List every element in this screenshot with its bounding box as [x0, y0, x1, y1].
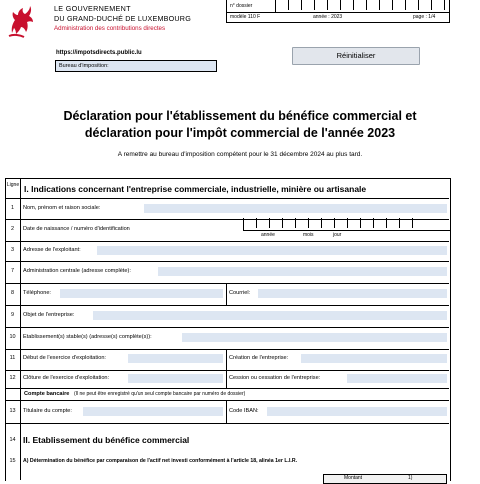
row-7: 7 Administration centrale (adresse complète): — [5, 261, 449, 284]
montant-header — [323, 474, 447, 484]
gov-line3: Administration des contributions directes — [54, 25, 166, 32]
row-8-label: Téléphone: — [23, 290, 51, 296]
mois-label: mois — [303, 232, 314, 238]
row-2-label: Date de naissance / numéro d'identification — [23, 226, 130, 232]
lion-emblem-icon — [6, 3, 36, 39]
establishments-input[interactable] — [182, 333, 447, 342]
section1-title: I. Indications concernant l'entreprise commerciale, industrielle, minière ou artisanale — [24, 184, 367, 194]
business-object-input[interactable] — [93, 311, 447, 320]
row-1: 1 Nom, prénom et raison sociale: — [5, 198, 449, 220]
row-8-label2: Courriel: — [229, 290, 251, 296]
reset-button[interactable]: Réinitialiser — [292, 47, 420, 65]
bank-caption-bold: Compte bancaire — [24, 391, 70, 397]
iban-input[interactable] — [267, 407, 447, 416]
creation-date-input[interactable] — [301, 354, 447, 363]
montant-label: Montant — [344, 475, 363, 481]
row-12: 12 Clôture de l'exercice d'exploitation: Cession ou cessation de l'entreprise: — [5, 370, 449, 389]
gov-line2: DU GRAND-DUCHÉ DE LUXEMBOURG — [54, 14, 191, 23]
government-logo — [6, 3, 36, 39]
row-12-label: Clôture de l'exercice d'exploitation: — [23, 375, 110, 381]
row-8: 8 Téléphone: Courriel: — [5, 283, 449, 306]
birthdate-id-cells[interactable] — [243, 218, 450, 231]
ligne-header: Ligne — [6, 182, 20, 188]
row-1-label: Nom, prénom et raison sociale: — [23, 205, 101, 211]
exercise-end-input[interactable] — [128, 374, 223, 383]
row-13-label2: Code IBAN: — [229, 408, 259, 414]
cessation-input[interactable] — [347, 374, 447, 383]
row-11-label2: Création de l'entreprise: — [229, 355, 289, 361]
row-12-label2: Cession ou cessation de l'entreprise: — [229, 375, 321, 381]
page-label: page : 1/4 — [413, 14, 436, 20]
bureau-field[interactable] — [55, 60, 217, 72]
site-url: https://impotsdirects.public.lu — [56, 50, 142, 56]
row-10-label: Etablissement(s) stable(s) (adresse(s) complète(s)): — [23, 334, 152, 340]
row-2: 2 Date de naissance / numéro d'identification année mois jour — [5, 218, 449, 242]
account-holder-input[interactable] — [83, 407, 223, 416]
bureau-label: Bureau d'imposition: — [59, 63, 109, 69]
montant-col1: 1) — [408, 475, 413, 481]
bank-caption-note: (Il ne peut être enregistré qu'un seul compte bancaire par numéro de dossier) — [73, 391, 246, 397]
jour-label: jour — [333, 232, 342, 238]
address-input[interactable] — [97, 246, 447, 255]
annee-label: année — [261, 232, 275, 238]
subtitle: A remettre au bureau d'imposition compétent pour le 31 décembre 2024 au plus tard. — [117, 151, 363, 158]
row-7-label: Administration centrale (adresse complète): — [23, 268, 131, 274]
page-title — [0, 108, 480, 142]
row-10: 10 Etablissement(s) stable(s) (adresse(s) complète(s)): — [5, 327, 449, 350]
row-9: 9 Objet de l'entreprise: — [5, 305, 449, 328]
title-line2: déclaration pour l'impôt commercial de l'année 2023 — [84, 126, 396, 140]
row-11-label: Début de l'exercice d'exploitation: — [23, 355, 106, 361]
row-15-label: A) Détermination du bénéfice par comparaison de l'actif net investi conformément à l'article 18, alinéa 1er L.I.R. — [23, 458, 298, 464]
name-input[interactable] — [144, 204, 447, 213]
row-14: 14 II. Etablissement du bénéfice commercial — [9, 435, 190, 445]
row-15: 15 A) Détermination du bénéfice par comparaison de l'actif net investi conformément à l'article 18, alinéa 1er L.I.R. — [9, 458, 298, 464]
exercise-start-input[interactable] — [128, 354, 223, 363]
row-3: 3 Adresse de l'exploitant: — [5, 241, 449, 262]
dossier-box — [226, 0, 450, 23]
row-11: 11 Début de l'exercice d'exploitation: Création de l'entreprise: — [5, 349, 449, 371]
row-13: 13 Titulaire du compte: Code IBAN: — [5, 400, 449, 424]
phone-input[interactable] — [60, 289, 223, 298]
bank-caption — [24, 391, 245, 397]
row-3-label: Adresse de l'exploitant: — [23, 247, 81, 253]
row-13-label: Titulaire du compte: — [23, 408, 72, 414]
email-input[interactable] — [258, 289, 447, 298]
row-9-label: Objet de l'entreprise: — [23, 312, 75, 318]
gov-line1: LE GOUVERNEMENT — [54, 4, 131, 13]
year-label: année : 2023 — [313, 14, 343, 20]
dossier-label: n° dossier — [230, 3, 253, 9]
model-label: modèle 110 F — [230, 14, 261, 20]
title-line1: Déclaration pour l'établissement du bénéfice commercial et — [63, 109, 417, 123]
section2-title: II. Etablissement du bénéfice commercial — [23, 435, 190, 445]
central-admin-input[interactable] — [158, 267, 447, 276]
